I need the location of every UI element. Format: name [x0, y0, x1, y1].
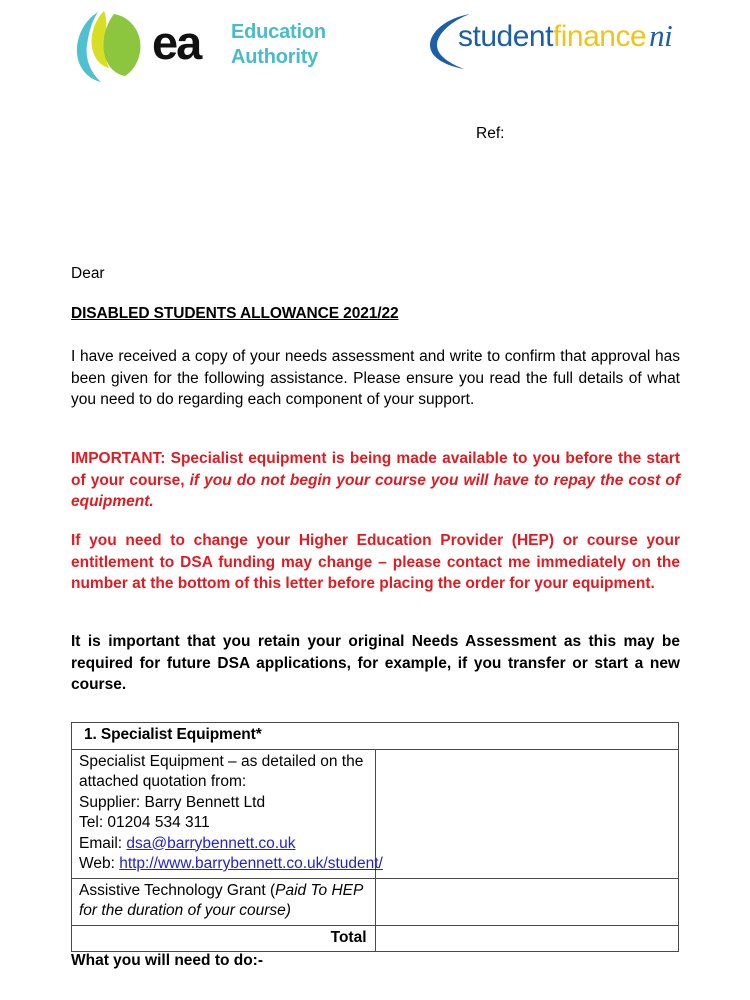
- total-label-cell: Total: [72, 925, 376, 952]
- letterhead: [0, 0, 750, 100]
- assistive-technology-grant-cell: [72, 878, 376, 925]
- ea-logo: [68, 6, 358, 88]
- assistive-technology-grant-value-cell[interactable]: [375, 878, 679, 925]
- ea-leaf-mark-icon: [68, 8, 150, 84]
- detail-line-2: attached quotation from:: [79, 773, 247, 790]
- reference-label: Ref:: [476, 125, 505, 142]
- supplier-email-link[interactable]: dsa@barrybennett.co.uk: [126, 834, 296, 852]
- student-finance-ni-wordmark: [458, 16, 672, 57]
- detail-line-1: Specialist Equipment – as detailed on the: [79, 752, 364, 770]
- ea-subtitle-line1: Education: [231, 21, 326, 43]
- specialist-equipment-value-cell[interactable]: [375, 749, 679, 878]
- email-label: Email:: [79, 834, 127, 852]
- table-header-cell: 1. Specialist Equipment*: [72, 723, 679, 750]
- atg-italic-text: Paid To HEP for the duration of your course): [79, 881, 363, 919]
- table-total-row: [72, 925, 679, 952]
- supplier-website-link[interactable]: http://www.barrybennett.co.uk/student/: [119, 855, 383, 872]
- specialist-equipment-table: [71, 722, 679, 952]
- salutation: Dear: [71, 265, 105, 282]
- specialist-equipment-detail-cell: [72, 749, 383, 878]
- total-value-cell[interactable]: [375, 925, 679, 952]
- detail-line-3: Supplier: Barry Bennett Ltd: [79, 793, 266, 811]
- hep-change-paragraph: If you need to change your Higher Education Provider (HEP) or course your entitlement to DSA funding may change – please contact me immediately on the number at the bottom of this letter before placing the order for your equipment.: [71, 532, 680, 592]
- supplier-email-line: [79, 834, 370, 855]
- intro-paragraph: I have received a copy of your needs assessment and write to confirm that approval has been given for the following assistance. Please ensure you read the full details of what you need to do regarding each component of your support.: [71, 348, 680, 408]
- supplier-web-line: [79, 854, 383, 875]
- ea-subtitle-line2: Authority: [231, 46, 319, 68]
- table-header-row: [72, 723, 679, 750]
- sfni-student-text: student: [458, 20, 553, 53]
- web-label: Web:: [79, 855, 120, 872]
- retain-assessment-paragraph: It is important that you retain your original Needs Assessment as this may be required for future DSA applications, for example, if you transfer or start a new course.: [71, 633, 680, 693]
- important-italic-text: if you do not begin your course you will have to repay the cost of equipment.: [71, 471, 680, 510]
- important-paragraph: [71, 448, 680, 513]
- sfni-finance-text: finance: [552, 20, 647, 53]
- sfni-ni-text: ni: [649, 18, 673, 53]
- atg-plain-text: Assistive Technology Grant (: [79, 881, 276, 899]
- table-row: [72, 878, 679, 925]
- ea-wordmark: ea: [152, 16, 201, 69]
- closing-heading: What you will need to do:-: [71, 952, 264, 969]
- page-title: DISABLED STUDENTS ALLOWANCE 2021/22: [71, 305, 399, 322]
- detail-line-4: Tel: 01204 534 311: [79, 814, 210, 831]
- student-finance-ni-logo: [424, 12, 694, 72]
- table-row: [72, 749, 679, 878]
- ea-subtitle: [231, 20, 326, 70]
- important-prefix-text: IMPORTANT: Specialist equipment is being made available to you before the start of your course,: [71, 450, 680, 489]
